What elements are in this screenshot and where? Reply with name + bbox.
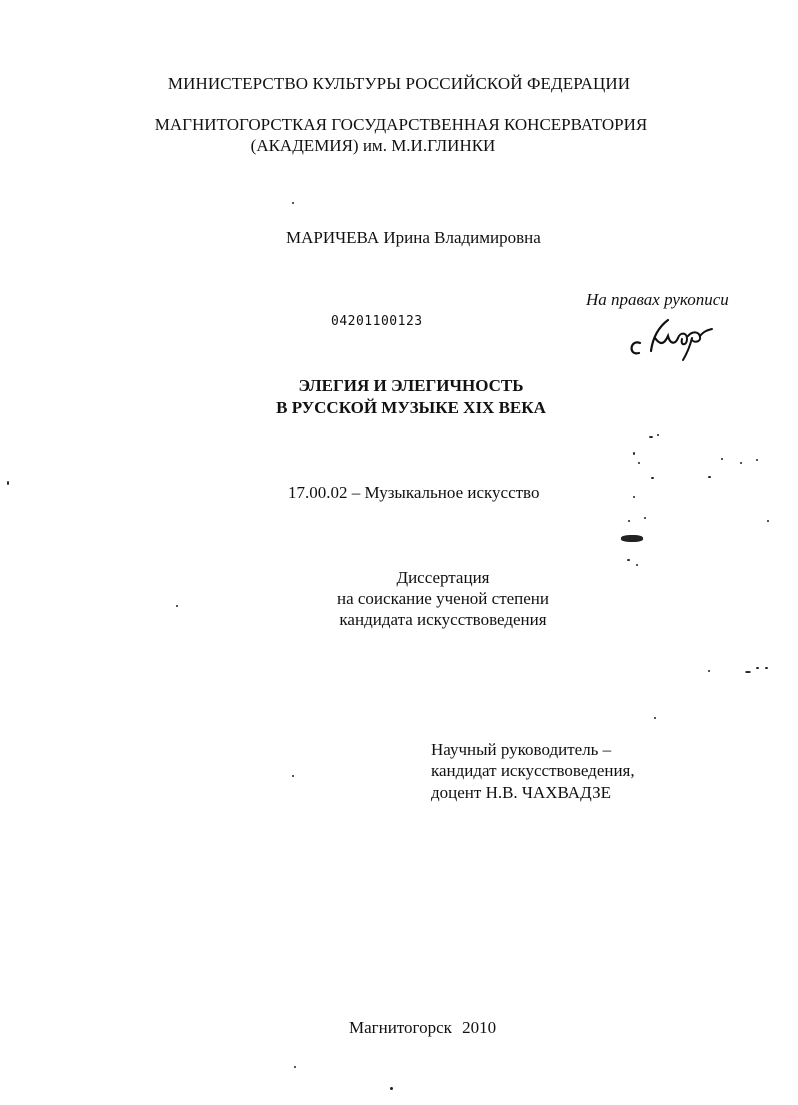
advisor-degree: кандидат искусствоведения, xyxy=(431,761,635,780)
conservatory-name-line1: МАГНИТОГОРСТКАЯ ГОСУДАРСТВЕННАЯ КОНСЕРВАТОРИЯ xyxy=(154,115,648,134)
advisor-name: доцент Н.В. ЧАХВАДЗЕ xyxy=(431,783,612,802)
scan-speck xyxy=(740,462,742,464)
specialty-code: 17.00.02 – Музыкальное искусство xyxy=(288,483,540,502)
scan-speck xyxy=(651,477,654,479)
scan-speck xyxy=(721,458,723,460)
scan-speck xyxy=(708,476,711,478)
scan-speck xyxy=(638,462,640,464)
ministry-heading: МИНИСТЕРСТВО КУЛЬТУРЫ РОССИЙСКОЙ ФЕДЕРАЦИИ xyxy=(167,74,631,93)
city-year: Магнитогорск 2010 xyxy=(349,1018,497,1037)
dissertation-title-line2: В РУССКОЙ МУЗЫКЕ XIX ВЕКА xyxy=(276,398,546,417)
scan-speck xyxy=(292,775,294,777)
scan-speck xyxy=(294,1066,296,1068)
author-name: МАРИЧЕВА Ирина Владимировна xyxy=(286,228,541,247)
dissertation-title-line1: ЭЛЕГИЯ И ЭЛЕГИЧНОСТЬ xyxy=(298,376,524,395)
dissertation-type-line1: Диссертация xyxy=(396,568,490,587)
scan-speck xyxy=(633,496,635,498)
handwritten-signature xyxy=(626,318,714,362)
dissertation-type-line3: кандидата искусствоведения xyxy=(339,610,547,629)
scan-speck xyxy=(390,1087,393,1090)
scan-speck xyxy=(176,605,178,607)
scan-blot xyxy=(621,535,643,542)
scan-speck xyxy=(633,452,635,455)
scan-speck xyxy=(636,564,638,566)
scan-speck xyxy=(708,670,710,672)
scan-speck xyxy=(628,520,630,522)
scan-speck xyxy=(765,667,768,669)
conservatory-name-line2: (АКАДЕМИЯ) им. М.И.ГЛИНКИ xyxy=(250,136,496,155)
advisor-role: Научный руководитель – xyxy=(431,740,612,759)
registry-number: 04201100123 xyxy=(331,314,423,329)
scan-speck xyxy=(649,436,653,438)
scan-speck xyxy=(654,717,656,719)
manuscript-rights-note: На правах рукописи xyxy=(586,290,729,309)
scan-speck xyxy=(7,481,9,485)
dissertation-type-line2: на соискание ученой степени xyxy=(336,589,550,608)
scan-speck xyxy=(292,202,294,204)
scan-speck xyxy=(644,517,646,519)
scan-speck xyxy=(745,671,751,673)
scan-speck xyxy=(756,459,758,461)
scan-speck xyxy=(627,559,630,561)
scan-speck xyxy=(767,520,769,522)
scan-speck xyxy=(657,434,659,436)
scan-speck xyxy=(756,667,759,669)
